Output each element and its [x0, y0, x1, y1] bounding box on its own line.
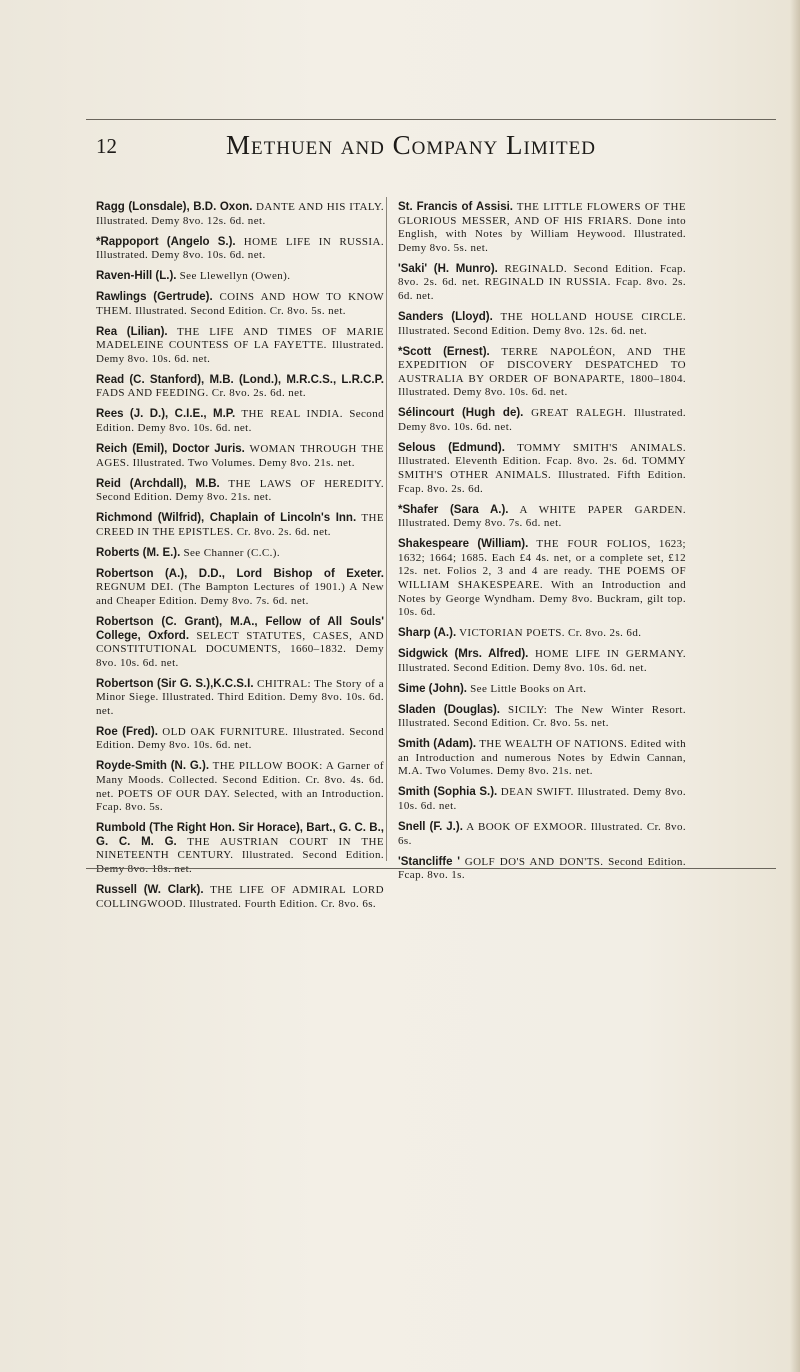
catalogue-entry — [96, 270, 384, 284]
entry-author: Roberts (M. E.). — [96, 546, 181, 559]
catalogue-entry — [96, 512, 384, 539]
entry-description: See Channer (C.C.). — [180, 546, 280, 559]
entry-description: HOME LIFE IN GERMANY. Illustrated. Second Edition. Demy 8vo. 10s. 6d. net. — [398, 648, 686, 674]
catalogue-entry — [398, 538, 686, 620]
entry-author: Rumbold (The Right Hon. Sir Horace), Bart., G. C. B., G. C. M. G. — [96, 822, 384, 848]
catalogue-entry — [96, 443, 384, 470]
entry-author: Ragg (Lonsdale), B.D. Oxon. — [96, 201, 253, 213]
catalogue-entry — [398, 704, 686, 731]
catalogue-entry — [398, 407, 686, 434]
entry-description: GREAT RALEGH. Illustrated. Demy 8vo. 10s. 6d. net. — [398, 407, 687, 433]
catalogue-entry — [398, 856, 686, 883]
entry-description: THE FOUR FOLIOS, 1623; 1632; 1664; 1685. Each £4 4s. net, or a complete set, £12 12s. net. Folios 2, 3 and 4 are ready. THE POEMS OF WILLIAM SHAKESPEARE. With an Introduction and Notes by George Wyndham. Demy 8vo. Buckram, gilt top. 10s. 6d. — [398, 538, 686, 619]
entry-description: SICILY: The New Winter Resort. Illustrated. Second Edition. Cr. 8vo. 5s. net. — [398, 703, 686, 730]
top-rule — [86, 119, 776, 120]
entry-description: A WHITE PAPER GARDEN. Illustrated. Demy 8vo. 7s. 6d. net. — [398, 503, 686, 530]
entry-author: Smith (Sophia S.). — [398, 786, 498, 799]
entry-description: SELECT STATUTES, CASES, AND CONSTITUTIONAL DOCUMENTS, 1660–1832. Demy 8vo. 10s. 6d. net. — [96, 629, 384, 669]
page-number: 12 — [96, 134, 117, 158]
entry-description: THE LIFE OF ADMIRAL LORD COLLINGWOOD. Illustrated. Fourth Edition. Cr. 8vo. 6s. — [96, 883, 384, 910]
entry-author: Sime (John). — [398, 682, 468, 695]
page-header — [96, 130, 766, 166]
entry-author: Richmond (Wilfrid), Chaplain of Lincoln's Inn. — [96, 512, 357, 525]
catalogue-entry — [398, 821, 686, 848]
entry-description: THE CREED IN THE EPISTLES. Cr. 8vo. 2s. 6d. net. — [96, 512, 384, 538]
catalogue-entry — [398, 201, 686, 255]
entry-author: St. Francis of Assisi. — [398, 201, 513, 213]
entry-author: Robertson (Sir G. S.),K.C.S.I. — [96, 677, 254, 690]
entry-author: Shakespeare (William). — [398, 538, 529, 551]
entry-author: Roe (Fred). — [96, 725, 158, 738]
entry-author: *Shafer (Sara A.). — [398, 503, 509, 516]
entry-author: Read (C. Stanford), M.B. (Lond.), M.R.C.S., L.R.C.P. — [96, 373, 384, 386]
catalogue-entry — [398, 263, 686, 304]
entry-description: TERRE NAPOLÉON, AND THE EXPEDITION OF DISCOVERY DESPATCHED TO AUSTRALIA BY ORDER OF BONAPARTE, 1800–1804. Illustrated. Demy 8vo. 10s. 6d. net. — [398, 345, 686, 399]
entry-author: Raven-Hill (L.). — [96, 270, 177, 283]
entry-description: TOMMY SMITH'S ANIMALS. Illustrated. Eleventh Edition. Fcap. 8vo. 2s. 6d. TOMMY SMITH'S OTHER ANIMALS. Illustrated. Fifth Edition. Fcap. 8vo. 2s. 6d. — [398, 441, 686, 495]
entry-description: THE REAL INDIA. Second Edition. Demy 8vo. 10s. 6d. net. — [96, 408, 384, 435]
entry-description: THE AUSTRIAN COURT IN THE NINETEENTH CENTURY. Illustrated. Second Edition. Demy 8vo. 18s. net. — [96, 835, 385, 875]
entry-author: Selous (Edmund). — [398, 441, 505, 454]
entry-description: See Llewellyn (Owen). — [176, 270, 291, 283]
entry-description: THE LIFE AND TIMES OF MARIE MADELEINE COUNTESS OF LA FAYETTE. Illustrated. Demy 8vo. 10s. 6d. net. — [96, 325, 384, 365]
catalogue-entry — [398, 786, 686, 813]
entry-description: FADS AND FEEDING. Cr. 8vo. 2s. 6d. net. — [96, 387, 307, 400]
catalogue-entry — [96, 326, 384, 367]
left-column — [96, 201, 384, 919]
catalogue-entry — [96, 236, 384, 263]
entry-author: Reid (Archdall), M.B. — [96, 477, 220, 490]
entry-description: A BOOK OF EXMOOR. Illustrated. Cr. 8vo. 6s. — [398, 821, 686, 847]
catalogue-entry — [398, 311, 686, 338]
entry-author: Reich (Emil), Doctor Juris. — [96, 443, 245, 456]
entry-description: DANTE AND HIS ITALY. Illustrated. Demy 8vo. 12s. 6d. net. — [96, 201, 384, 227]
catalogue-entry — [96, 616, 384, 670]
catalogue-entry — [96, 726, 384, 753]
entry-author: Sélincourt (Hugh de). — [398, 407, 524, 420]
entry-description: THE PILLOW BOOK: A Garner of Many Moods. Collected. Second Edition. Cr. 8vo. 4s. 6d. net. POETS OF OUR DAY. Selected, with an Introduction. Fcap. 8vo. 5s. — [96, 760, 384, 814]
catalogue-entry — [398, 346, 686, 400]
entry-description: THE WEALTH OF NATIONS. Edited with an Introduction and numerous Notes by Edwin Cannan, M.A. Two Volumes. Demy 8vo. 21s. net. — [398, 738, 686, 778]
entry-description: DEAN SWIFT. Illustrated. Demy 8vo. 10s. 6d. net. — [398, 786, 686, 813]
entry-description: THE LAWS OF HEREDITY. Second Edition. Demy 8vo. 21s. net. — [96, 477, 384, 504]
right-column — [398, 201, 686, 890]
catalogue-entry — [96, 547, 384, 561]
column-divider — [386, 197, 387, 861]
catalogue-entry — [398, 738, 686, 779]
catalogue-entry — [96, 478, 384, 505]
entry-author: Sladen (Douglas). — [398, 703, 501, 716]
entry-description: CHITRAL: The Story of a Minor Siege. Illustrated. Third Edition. Demy 8vo. 10s. 6d. net. — [96, 677, 384, 717]
running-title: Methuen and Company Limited — [226, 130, 596, 160]
entry-description: VICTORIAN POETS. Cr. 8vo. 2s. 6d. — [456, 627, 642, 640]
catalogue-entry — [96, 408, 384, 435]
bottom-rule — [86, 868, 776, 869]
catalogue-entry — [96, 201, 384, 228]
entry-description: OLD OAK FURNITURE. Illustrated. Second Edition. Demy 8vo. 10s. 6d. net. — [96, 725, 384, 752]
entry-description: COINS AND HOW TO KNOW THEM. Illustrated. Second Edition. Cr. 8vo. 5s. net. — [96, 291, 384, 317]
entry-author: Russell (W. Clark). — [96, 883, 204, 896]
entry-author: 'Saki' (H. Munro). — [398, 262, 498, 275]
entry-description: HOME LIFE IN RUSSIA. Illustrated. Demy 8vo. 10s. 6d. net. — [96, 235, 384, 262]
entry-author: *Rappoport (Angelo S.). — [96, 235, 236, 248]
page-edge-shadow — [790, 0, 800, 1372]
entry-description: REGINALD. Second Edition. Fcap. 8vo. 2s. 6d. net. REGINALD IN RUSSIA. Fcap. 8vo. 2s. 6d. net. — [398, 262, 686, 302]
entry-author: Rees (J. D.), C.I.E., M.P. — [96, 408, 236, 421]
entry-author: *Scott (Ernest). — [398, 345, 490, 358]
entry-author: Robertson (C. Grant), M.A., Fellow of All Souls' College, Oxford. — [96, 615, 384, 642]
entry-description: REGNUM DEI. (The Bampton Lectures of 1901.) A New and Cheaper Edition. Demy 8vo. 7s. 6d. net. — [96, 581, 384, 607]
catalogue-entry — [398, 504, 686, 531]
entry-author: Smith (Adam). — [398, 738, 477, 751]
catalogue-entry — [96, 374, 384, 401]
catalogue-entry — [96, 884, 384, 911]
entry-author: Snell (F. J.). — [398, 821, 463, 834]
entry-description: WOMAN THROUGH THE AGES. Illustrated. Two Volumes. Demy 8vo. 21s. net. — [96, 443, 384, 469]
entry-author: Royde-Smith (N. G.). — [96, 760, 210, 773]
catalogue-entry — [96, 291, 384, 318]
entry-author: 'Stancliffe ' — [398, 855, 460, 868]
entry-author: Sidgwick (Mrs. Alfred). — [398, 648, 529, 661]
entry-description: THE HOLLAND HOUSE CIRCLE. Illustrated. Second Edition. Demy 8vo. 12s. 6d. net. — [398, 310, 686, 337]
entry-author: Rawlings (Gertrude). — [96, 291, 213, 304]
entry-description: See Little Books on Art. — [467, 682, 587, 695]
entry-author: Robertson (A.), D.D., Lord Bishop of Exeter. — [96, 567, 384, 580]
entry-author: Sharp (A.). — [398, 627, 457, 640]
catalogue-entry — [398, 648, 686, 675]
catalogue-entry — [398, 627, 686, 641]
entry-author: Rea (Lilian). — [96, 325, 168, 338]
entry-description: THE LITTLE FLOWERS OF THE GLORIOUS MESSER, AND OF HIS FRIARS. Done into English, with Notes by William Heywood. Illustrated. Demy 8vo. 5s. net. — [398, 201, 686, 254]
catalogue-entry — [398, 442, 686, 496]
entry-author: Sanders (Lloyd). — [398, 310, 493, 323]
catalogue-entry — [96, 568, 384, 609]
catalogue-entry — [96, 678, 384, 719]
catalogue-entry — [398, 683, 686, 697]
entry-description: GOLF DO'S AND DON'TS. Second Edition. Fcap. 8vo. 1s. — [398, 855, 686, 882]
catalogue-entry — [96, 760, 384, 814]
